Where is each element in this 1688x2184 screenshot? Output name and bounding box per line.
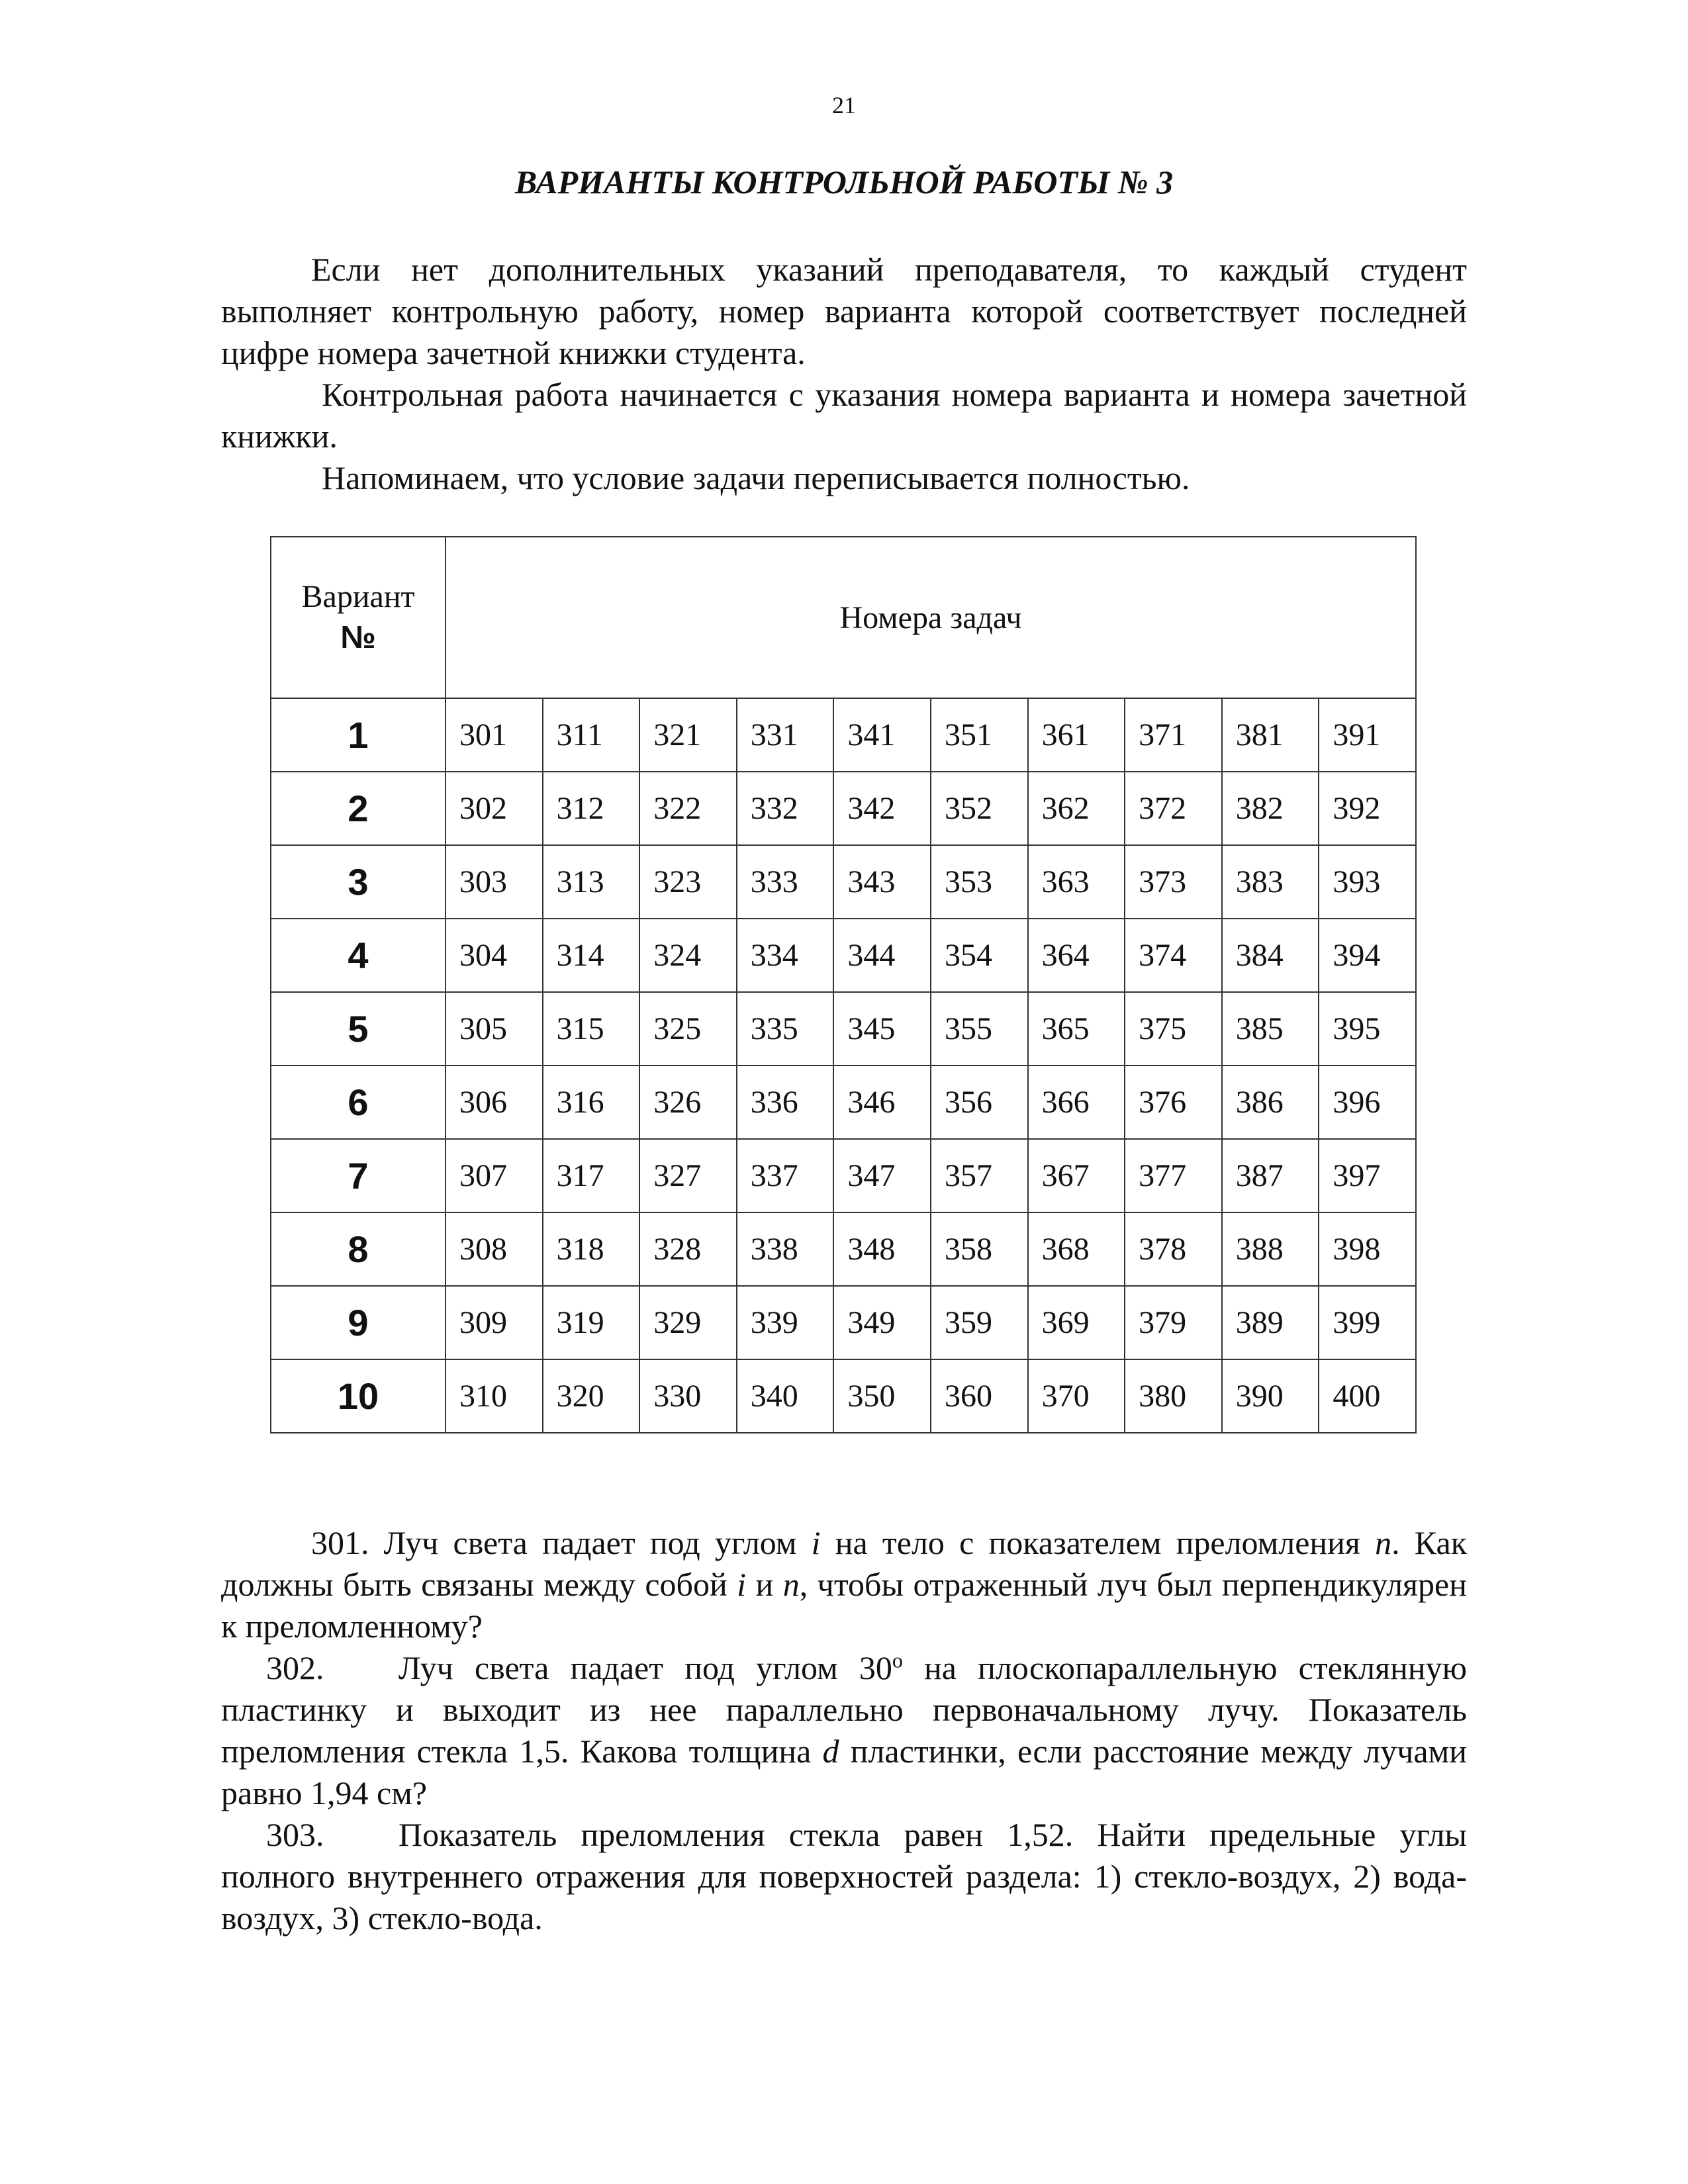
task-number-cell: 338: [737, 1212, 834, 1286]
problem-number: 303.: [266, 1816, 324, 1853]
task-number-cell: 364: [1028, 919, 1125, 992]
intro-section: [221, 249, 1467, 499]
task-number-cell: 380: [1125, 1359, 1222, 1433]
task-number-cell: 323: [639, 845, 737, 919]
task-number-cell: 362: [1028, 772, 1125, 845]
problem-text: и: [746, 1566, 783, 1603]
task-number-cell: 395: [1319, 992, 1416, 1066]
task-number-cell: 396: [1319, 1066, 1416, 1139]
variable-n: n: [782, 1566, 800, 1603]
task-number-cell: 347: [833, 1139, 931, 1212]
table-row: [271, 1212, 1416, 1286]
task-number-cell: 329: [639, 1286, 737, 1359]
task-number-cell: 352: [931, 772, 1028, 845]
variable-d: d: [822, 1733, 839, 1770]
variant-number-cell: 1: [271, 698, 445, 772]
task-number-cell: 388: [1222, 1212, 1319, 1286]
task-number-cell: 345: [833, 992, 931, 1066]
task-number-cell: 370: [1028, 1359, 1125, 1433]
task-number-cell: 307: [445, 1139, 543, 1212]
problem-number: 301.: [311, 1524, 369, 1561]
table-row: [271, 698, 1416, 772]
task-number-cell: 356: [931, 1066, 1028, 1139]
problem-text: на плоскопараллельную стеклянную пластинку и выходит из нее параллельно первоначальному лучу. Показатель преломления стекла 1,5. Какова толщина: [221, 1649, 1467, 1770]
task-number-cell: 327: [639, 1139, 737, 1212]
variant-number-cell: 10: [271, 1359, 445, 1433]
task-number-cell: 366: [1028, 1066, 1125, 1139]
task-number-cell: 326: [639, 1066, 737, 1139]
task-number-cell: 389: [1222, 1286, 1319, 1359]
task-number-cell: 332: [737, 772, 834, 845]
variant-number-cell: 4: [271, 919, 445, 992]
task-number-cell: 343: [833, 845, 931, 919]
task-number-cell: 397: [1319, 1139, 1416, 1212]
variable-i: i: [811, 1524, 821, 1561]
table-row: [271, 919, 1416, 992]
task-number-cell: 365: [1028, 992, 1125, 1066]
task-number-cell: 320: [543, 1359, 640, 1433]
task-number-cell: 305: [445, 992, 543, 1066]
task-number-cell: 319: [543, 1286, 640, 1359]
task-number-cell: 377: [1125, 1139, 1222, 1212]
task-number-cell: 344: [833, 919, 931, 992]
intro-paragraph: Если нет дополнительных указаний преподавателя, то каждый студент выполняет контрольную работу, номер варианта которой соответствует последней цифре номера зачетной книжки студента.: [221, 251, 1467, 371]
variant-number-cell: 2: [271, 772, 445, 845]
task-number-cell: 378: [1125, 1212, 1222, 1286]
problem-text: Луч света падает под углом: [383, 1524, 812, 1561]
task-number-cell: 371: [1125, 698, 1222, 772]
task-number-cell: 314: [543, 919, 640, 992]
table-header-row: [271, 537, 1416, 698]
task-number-cell: 355: [931, 992, 1028, 1066]
task-number-cell: 321: [639, 698, 737, 772]
table-row: [271, 1139, 1416, 1212]
variant-column-header: [271, 537, 445, 698]
task-number-cell: 303: [445, 845, 543, 919]
task-number-cell: 322: [639, 772, 737, 845]
task-number-cell: 335: [737, 992, 834, 1066]
task-number-cell: 333: [737, 845, 834, 919]
task-number-cell: 385: [1222, 992, 1319, 1066]
task-number-cell: 330: [639, 1359, 737, 1433]
table-row: [271, 1066, 1416, 1139]
task-number-cell: 368: [1028, 1212, 1125, 1286]
task-number-cell: 346: [833, 1066, 931, 1139]
task-number-cell: 337: [737, 1139, 834, 1212]
task-number-cell: 341: [833, 698, 931, 772]
task-number-cell: 374: [1125, 919, 1222, 992]
task-number-cell: 360: [931, 1359, 1028, 1433]
tasks-column-header: Номера задач: [445, 537, 1416, 698]
task-number-cell: 351: [931, 698, 1028, 772]
page-title: ВАРИАНТЫ КОНТРОЛЬНОЙ РАБОТЫ № 3: [514, 163, 1174, 201]
task-number-cell: 342: [833, 772, 931, 845]
task-number-cell: 384: [1222, 919, 1319, 992]
task-number-cell: 301: [445, 698, 543, 772]
table-row: [271, 1286, 1416, 1359]
task-number-cell: 398: [1319, 1212, 1416, 1286]
task-number-cell: 373: [1125, 845, 1222, 919]
task-number-cell: 361: [1028, 698, 1125, 772]
task-number-cell: 390: [1222, 1359, 1319, 1433]
task-number-cell: 382: [1222, 772, 1319, 845]
task-number-cell: 363: [1028, 845, 1125, 919]
problem-303: [221, 1814, 1467, 1939]
task-number-cell: 313: [543, 845, 640, 919]
task-number-cell: 354: [931, 919, 1028, 992]
task-number-cell: 349: [833, 1286, 931, 1359]
task-number-cell: 393: [1319, 845, 1416, 919]
task-number-cell: 386: [1222, 1066, 1319, 1139]
variants-table: [270, 536, 1417, 1433]
task-number-cell: 367: [1028, 1139, 1125, 1212]
task-number-cell: 359: [931, 1286, 1028, 1359]
problems-section: [221, 1522, 1467, 1939]
task-number-cell: 310: [445, 1359, 543, 1433]
task-number-cell: 308: [445, 1212, 543, 1286]
task-number-cell: 340: [737, 1359, 834, 1433]
variant-number-cell: 7: [271, 1139, 445, 1212]
task-number-cell: 312: [543, 772, 640, 845]
task-number-cell: 394: [1319, 919, 1416, 992]
task-number-cell: 383: [1222, 845, 1319, 919]
variable-i: i: [737, 1566, 747, 1603]
task-number-cell: 376: [1125, 1066, 1222, 1139]
problem-text: на тело с показателем преломления: [820, 1524, 1376, 1561]
degree-superscript: o: [892, 1648, 903, 1672]
task-number-cell: 372: [1125, 772, 1222, 845]
task-number-cell: 381: [1222, 698, 1319, 772]
task-number-cell: 400: [1319, 1359, 1416, 1433]
problem-302: [221, 1647, 1467, 1814]
task-number-cell: 334: [737, 919, 834, 992]
task-number-cell: 315: [543, 992, 640, 1066]
problem-text: Луч света падает под углом 30: [399, 1649, 892, 1686]
variant-number-cell: 8: [271, 1212, 445, 1286]
task-number-cell: 318: [543, 1212, 640, 1286]
table-row: [271, 845, 1416, 919]
task-number-cell: 311: [543, 698, 640, 772]
task-number-cell: 357: [931, 1139, 1028, 1212]
task-number-cell: 316: [543, 1066, 640, 1139]
variant-number-cell: 6: [271, 1066, 445, 1139]
task-number-cell: 306: [445, 1066, 543, 1139]
task-number-cell: 324: [639, 919, 737, 992]
table-body: [271, 698, 1416, 1433]
problem-301: [221, 1522, 1467, 1647]
task-number-cell: 317: [543, 1139, 640, 1212]
task-number-cell: 369: [1028, 1286, 1125, 1359]
task-number-cell: 304: [445, 919, 543, 992]
task-number-cell: 375: [1125, 992, 1222, 1066]
variant-header-word: Вариант: [301, 579, 415, 614]
intro-paragraph: Напоминаем, что условие задачи переписывается полностью.: [322, 459, 1190, 496]
problem-number: 302.: [266, 1649, 324, 1686]
task-number-cell: 331: [737, 698, 834, 772]
task-number-cell: 391: [1319, 698, 1416, 772]
task-number-cell: 348: [833, 1212, 931, 1286]
problem-text: , чтобы отраженный луч был перпендикулярен к преломленному?: [221, 1566, 1467, 1645]
task-number-cell: 336: [737, 1066, 834, 1139]
table-row: [271, 1359, 1416, 1433]
table-row: [271, 772, 1416, 845]
problem-text: . Как должны быть связаны между собой: [221, 1524, 1467, 1603]
task-number-cell: 339: [737, 1286, 834, 1359]
problem-text: пластинки, если расстояние между лучами равно 1,94 см?: [221, 1733, 1467, 1811]
task-number-cell: 353: [931, 845, 1028, 919]
variant-number-cell: 9: [271, 1286, 445, 1359]
task-number-cell: 399: [1319, 1286, 1416, 1359]
page-number: 21: [832, 92, 856, 118]
task-number-cell: 392: [1319, 772, 1416, 845]
variant-number-cell: 5: [271, 992, 445, 1066]
task-number-cell: 328: [639, 1212, 737, 1286]
table-row: [271, 992, 1416, 1066]
task-number-cell: 358: [931, 1212, 1028, 1286]
variant-header-symbol: №: [340, 620, 376, 655]
variable-n: n: [1375, 1524, 1392, 1561]
task-number-cell: 379: [1125, 1286, 1222, 1359]
intro-paragraph: Контрольная работа начинается с указания номера варианта и номера зачетной книжки.: [221, 376, 1467, 455]
task-number-cell: 309: [445, 1286, 543, 1359]
task-number-cell: 325: [639, 992, 737, 1066]
problem-text: Показатель преломления стекла равен 1,52. Найти предельные углы полного внутреннего отражения для поверхностей раздела: 1) стекло-воздух, 2) вода-воздух, 3) стекло-вода.: [221, 1816, 1467, 1936]
task-number-cell: 350: [833, 1359, 931, 1433]
task-number-cell: 387: [1222, 1139, 1319, 1212]
variant-number-cell: 3: [271, 845, 445, 919]
task-number-cell: 302: [445, 772, 543, 845]
